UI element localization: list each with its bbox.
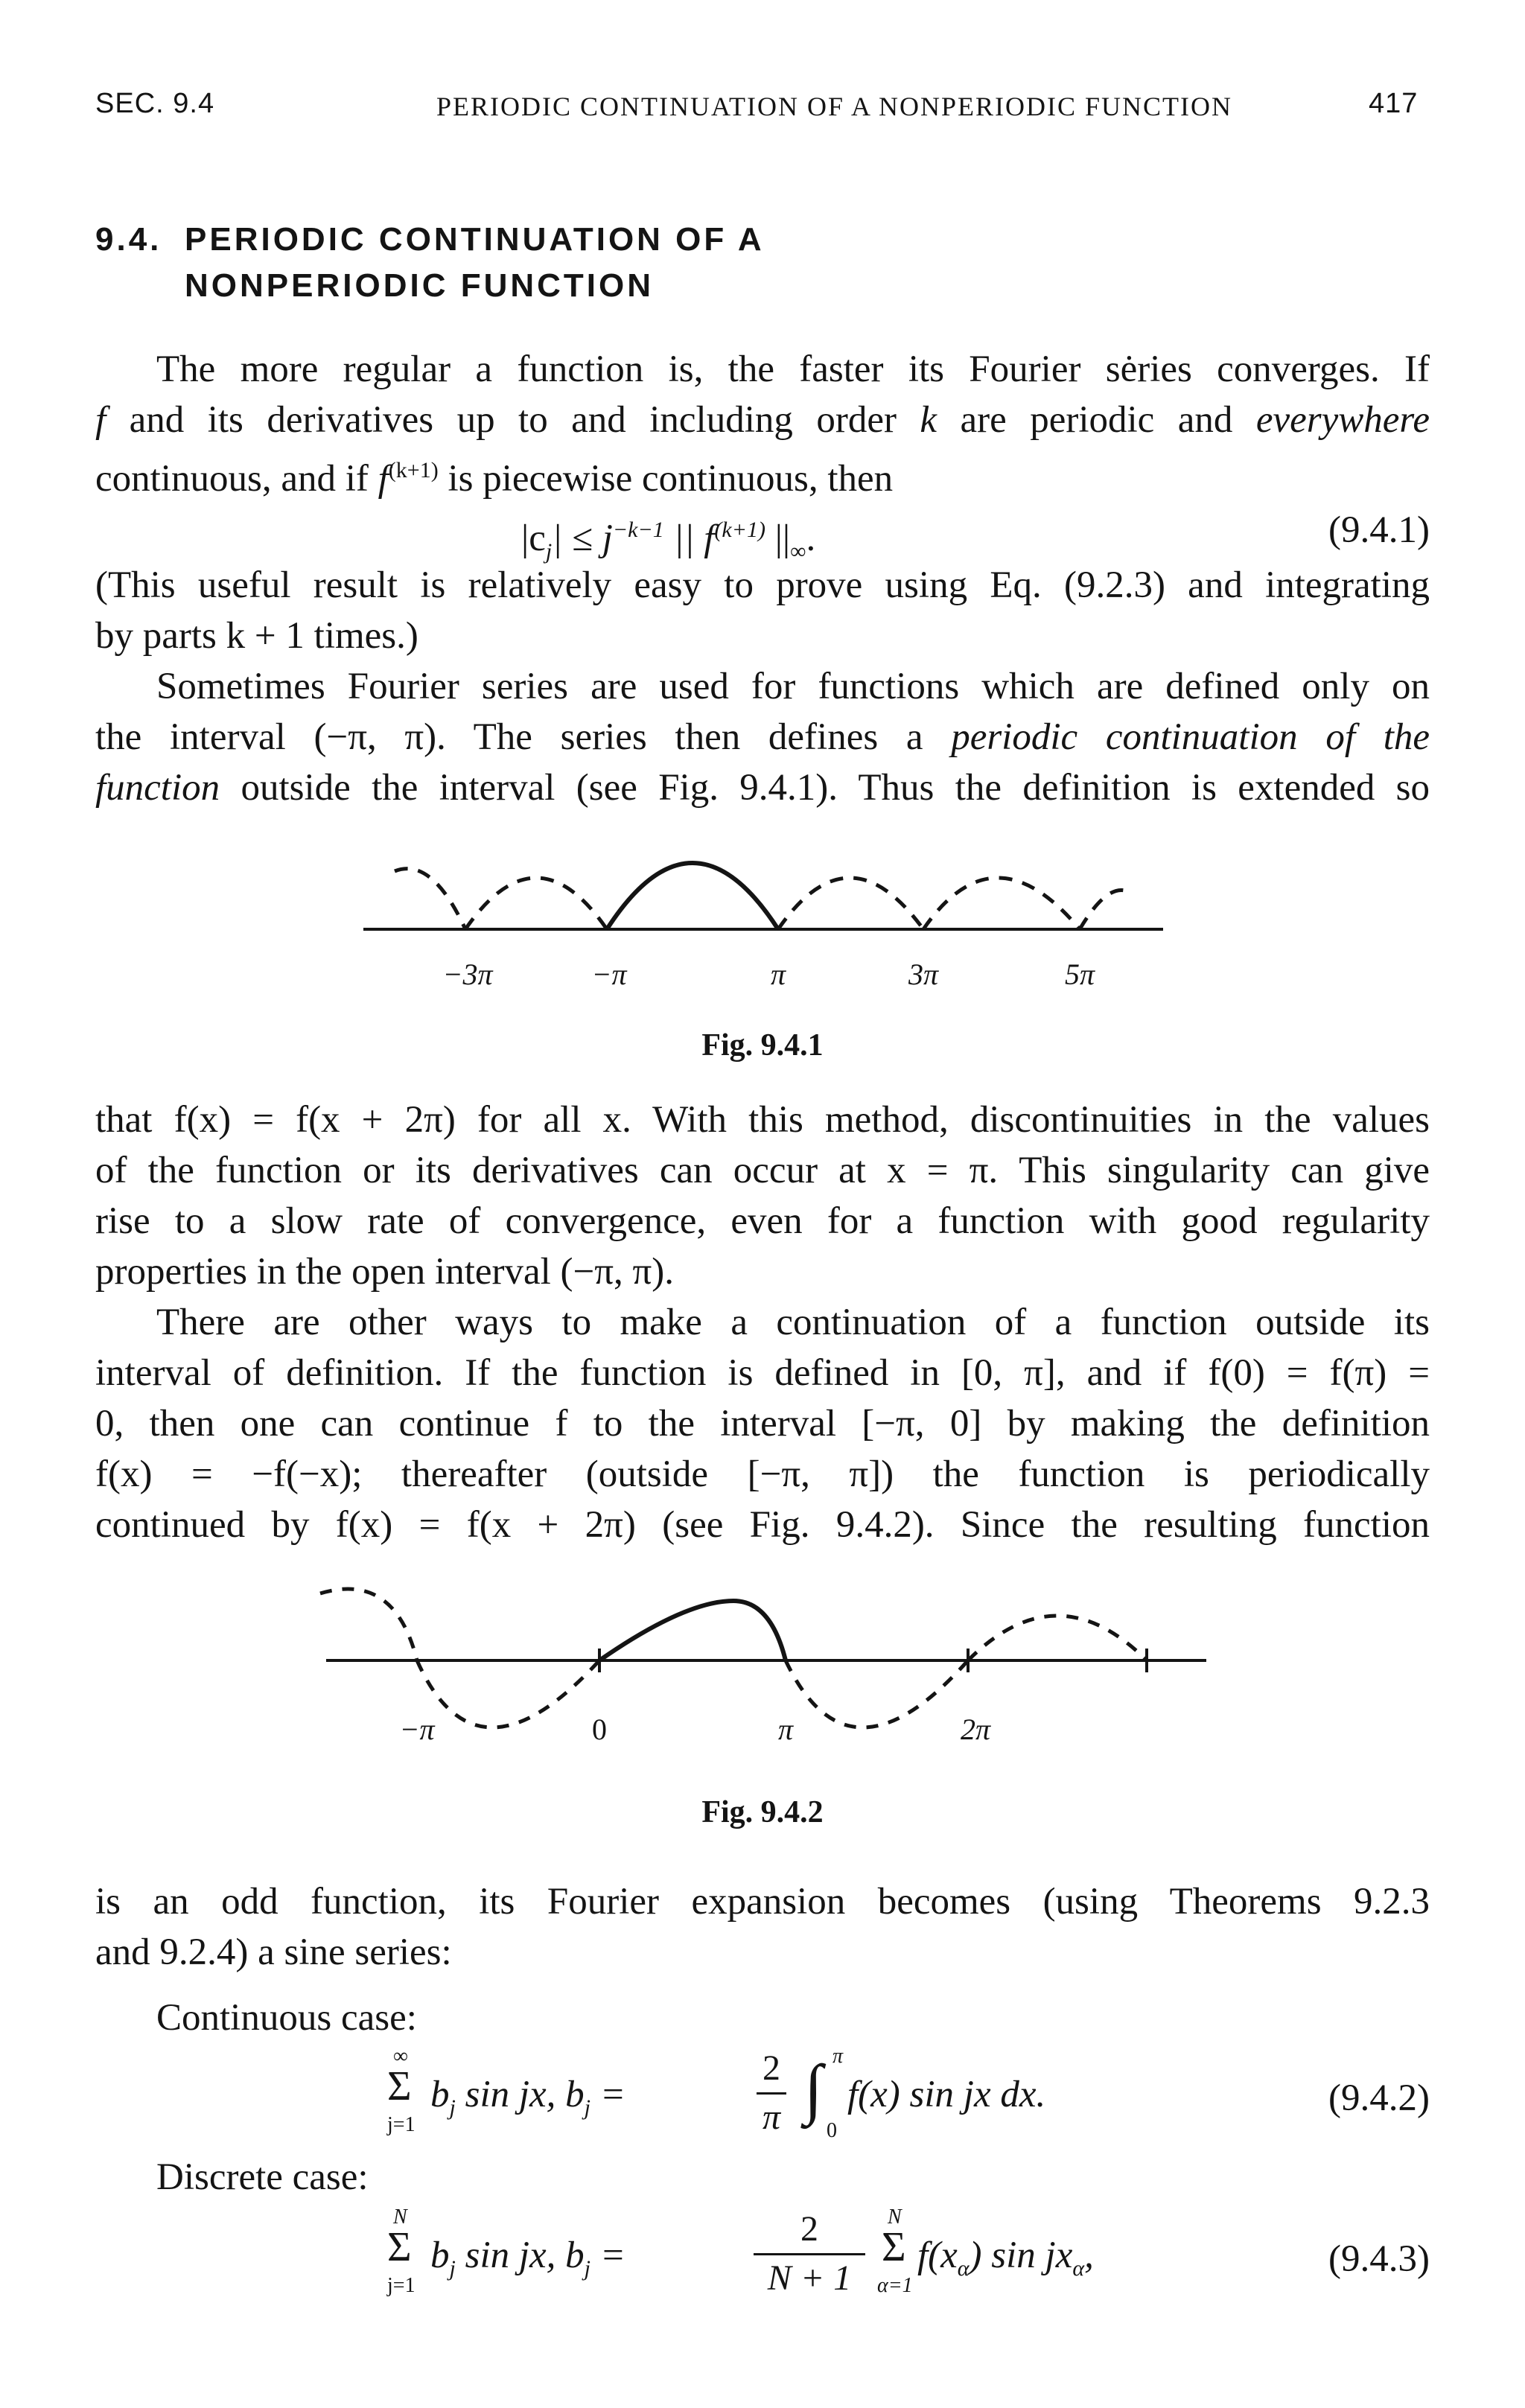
tick-label: 0 [592,1713,607,1746]
figure-caption-9-4-2: Fig. 9.4.2 [701,1795,824,1829]
fig1-dashed-arc [923,878,1080,929]
figure-caption-9-4-1: Fig. 9.4.1 [701,1028,824,1063]
figure-9-4-1 [0,849,1525,1020]
fig2-dashed-curve [968,1616,1147,1660]
section-number: 9.4. [95,221,162,258]
para6-line2: and 9.2.4) a sine series: [95,1931,452,1973]
tick-label: −3π [442,958,493,991]
discrete-case-label: Discrete case: [156,2156,369,2198]
tick-label: 2π [960,1713,991,1746]
tick-label: −π [399,1713,435,1746]
para4-line2: of the function or its derivatives can occur at x = π. This singularity can give [95,1150,1430,1191]
fig1-dashed-arc [778,878,923,929]
fig1-dashed-arc [395,869,465,929]
para3-line1: Sometimes Fourier series are used for functions which are defined only on [156,666,1430,707]
tick-label: 3π [908,958,939,991]
continuous-case-label: Continuous case: [156,1997,417,2039]
para5-line3: 0, then one can continue f to the interval [−π, 0] by making the definition [95,1403,1430,1445]
equation-number-9-4-1: (9.4.1) [1328,509,1430,551]
equation-9-4-1: $|c_j| \le j^{-k-1}$ || $f^{(k+1)}$ $||_\infty$. [521,517,816,564]
fig1-dashed-arc [1080,890,1132,929]
para1-line3: continuous, and if $f^{(k+1)}$ is piecewise continuous, then [95,458,894,500]
para2-line2: by parts k + 1 times.) [95,615,418,657]
running-head-title: PERIODIC CONTINUATION OF A NONPERIODIC FUNCTION [436,92,1233,121]
para5-line2: interval of definition. If the function is defined in [0, π], and if f(0) = f(π) = [95,1352,1430,1394]
para4-line3: rise to a slow rate of convergence, even for a function with good regularity [95,1200,1430,1242]
para1-line2: f and its derivatives up to and including order k are periodic and everywhere [95,399,1430,441]
page-number: 417 [1369,88,1419,119]
tick-label: −π [591,958,627,991]
para3-line3: function outside the interval (see Fig. 9.4.1). Thus the definition is extended so [95,767,1430,809]
para6-line1: is an odd function, its Fourier expansion becomes (using Theorems 9.2.3 [95,1881,1430,1923]
para2-line1: (This useful result is relatively easy to prove using Eq. (9.2.3) and integrating [95,564,1430,606]
para3-line2: the interval (−π, π). The series then defines a periodic continuation of the [95,716,1430,758]
tick-label: π [777,1713,794,1746]
figure-9-4-2 [0,1571,1525,1787]
equation-number-9-4-3: (9.4.3) [1328,2238,1430,2280]
fig1-dashed-arc [465,878,607,929]
para1-line1: The more regular a function is, the faster its Fourier sėries converges. If [156,348,1430,390]
tick-label: π [770,958,786,991]
fig2-solid-curve [599,1601,786,1660]
fig2-dashed-curve [786,1660,968,1727]
fig2-dashed-curve [320,1589,417,1660]
section-title-line2: NONPERIODIC FUNCTION [185,267,654,304]
para5-line1: There are other ways to make a continuation of a function outside its [156,1302,1430,1343]
tick-label: 5π [1064,958,1095,991]
para5-line5: continued by f(x) = f(x + 2π) (see Fig. 9.4.2). Since the resulting function [95,1504,1430,1546]
para4-line4: properties in the open interval (−π, π). [95,1251,675,1293]
running-head-section: SEC. 9.4 [95,88,215,119]
fig1-solid-arc [607,863,778,929]
fig2-dashed-curve [417,1660,599,1727]
section-title-line1: PERIODIC CONTINUATION OF A [185,221,765,258]
para5-line4: f(x) = −f(−x); thereafter (outside [−π, π]) the function is periodically [95,1453,1430,1495]
para4-line1: that f(x) = f(x + 2π) for all x. With this method, discontinuities in the values [95,1099,1430,1141]
equation-number-9-4-2: (9.4.2) [1328,2077,1430,2119]
